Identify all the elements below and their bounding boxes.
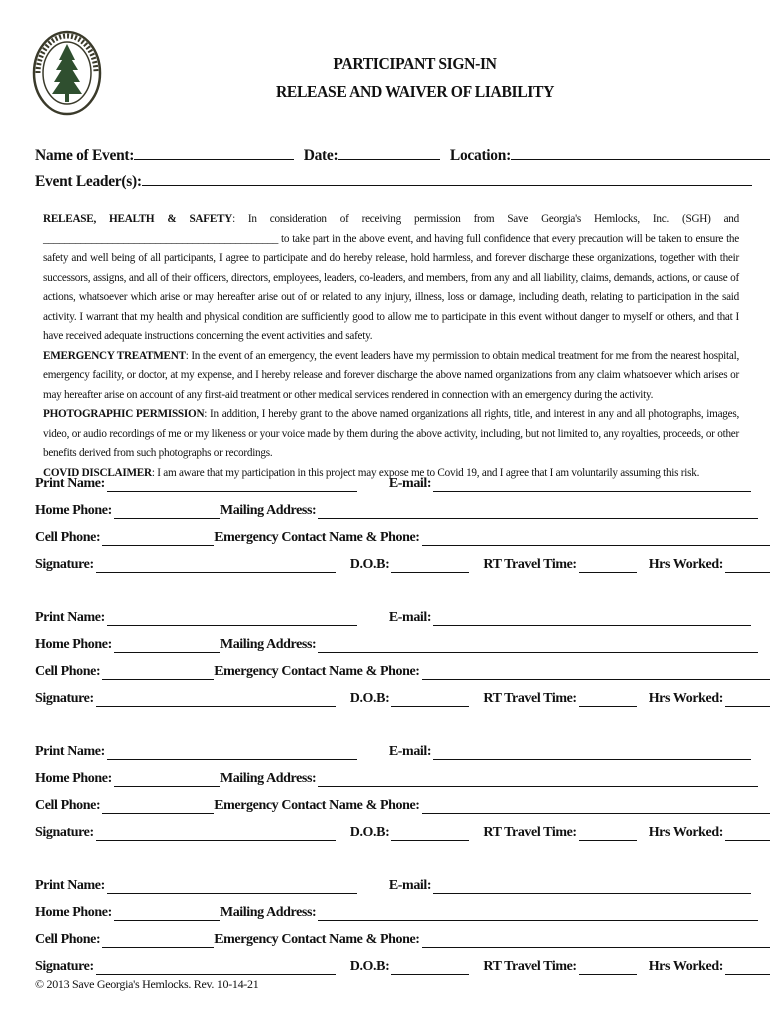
email-label: E-mail: <box>388 744 432 759</box>
signature-label: Signature: <box>35 691 94 706</box>
participant-row <box>35 953 770 975</box>
mailing-address-label: Mailing Address: <box>219 771 317 786</box>
mailing-address-field[interactable] <box>318 638 758 653</box>
footer-copyright: © 2013 Save Georgia's Hemlocks. Rev. 10-14-21 <box>35 977 259 991</box>
participant-row <box>35 551 770 573</box>
signature-field[interactable] <box>96 558 336 573</box>
mailing-address-label: Mailing Address: <box>219 503 317 518</box>
participant-row <box>35 631 758 653</box>
emergency-contact-field[interactable] <box>422 665 770 680</box>
covid-text: : I am aware that my participation in this project may expose me to Covid 19, and I agree that I am voluntarily assuming this risk. <box>151 466 700 479</box>
form-title: PARTICIPANT SIGN-IN <box>333 54 497 73</box>
participant-block <box>35 470 735 580</box>
hrs-worked-field[interactable] <box>725 826 770 841</box>
participant-block <box>35 872 735 982</box>
emergency-contact-field[interactable] <box>422 933 770 948</box>
rt-travel-time-label: RT Travel Time: <box>483 825 577 840</box>
cell-phone-field[interactable] <box>102 799 214 814</box>
dob-label: D.O.B: <box>349 959 390 974</box>
signature-label: Signature: <box>35 825 94 840</box>
print-name-field[interactable] <box>107 745 357 760</box>
emergency-contact-label: Emergency Contact Name & Phone: <box>214 932 420 947</box>
date-label: Date: <box>303 147 339 164</box>
name-of-event-field[interactable] <box>134 146 294 160</box>
signature-field[interactable] <box>96 692 336 707</box>
participant-row <box>35 926 770 948</box>
event-info-row <box>35 146 770 165</box>
photo-text: : In addition, I hereby grant to the above named organizations all rights, title, and interest in any and all photographs, images, video, or audio recordings of me or my likeness or your voice made by them during the above activity, including, but not limited to, any royalties, proceeds, or other benefits derived from such photographs or recordings. <box>43 408 739 459</box>
email-field[interactable] <box>433 745 751 760</box>
mailing-address-label: Mailing Address: <box>219 905 317 920</box>
hrs-worked-label: Hrs Worked: <box>648 825 723 840</box>
emergency-contact-label: Emergency Contact Name & Phone: <box>214 664 420 679</box>
participant-row <box>35 604 751 626</box>
photo-label: PHOTOGRAPHIC PERMISSION <box>43 408 205 420</box>
location-field[interactable] <box>511 146 770 160</box>
dob-field[interactable] <box>391 960 469 975</box>
cell-phone-label: Cell Phone: <box>35 798 101 813</box>
event-leaders-field[interactable] <box>142 172 752 186</box>
emergency-contact-label: Emergency Contact Name & Phone: <box>214 530 420 545</box>
print-name-field[interactable] <box>107 477 357 492</box>
mailing-address-label: Mailing Address: <box>219 637 317 652</box>
home-phone-label: Home Phone: <box>35 771 112 786</box>
mailing-address-field[interactable] <box>318 906 758 921</box>
email-label: E-mail: <box>388 476 432 491</box>
home-phone-label: Home Phone: <box>35 637 112 652</box>
event-leaders-row <box>35 172 752 191</box>
hrs-worked-field[interactable] <box>725 692 770 707</box>
signature-label: Signature: <box>35 959 94 974</box>
event-leaders-label: Event Leader(s): <box>35 173 142 190</box>
emergency-contact-field[interactable] <box>422 799 770 814</box>
release-text: : In consideration of receiving permission from Save Georgia's Hemlocks, Inc. (SGH) and ____________________________________________ to take part in the above event, and having full confidence that every precaution will be taken to ensure the safety and well being of all participants, I agree to participate and do hereby release, hold harmless, and forever discharge these organizations, together with their successors, assigns, and all of their officers, directors, employees, leaders, co-leaders, and members, from any and all liability, claims, demands, actions, or cause of actions, whatsoever which arise or may hereafter arise out of or related to any injury, illness, loss or damage, including death, relating to participation in the said activity. I warrant that my health and physical condition are sufficiently good to allow me to participate in this event without danger to myself or others, and that I have received adequate instructions concerning the event activities and safety. <box>43 213 739 342</box>
organization-seal-logo <box>32 30 102 116</box>
home-phone-field[interactable] <box>114 504 220 519</box>
cell-phone-field[interactable] <box>102 933 214 948</box>
rt-travel-time-field[interactable] <box>579 960 637 975</box>
rt-travel-time-field[interactable] <box>579 558 637 573</box>
print-name-label: Print Name: <box>35 610 105 625</box>
rt-travel-time-label: RT Travel Time: <box>483 959 577 974</box>
signature-field[interactable] <box>96 960 336 975</box>
home-phone-label: Home Phone: <box>35 503 112 518</box>
rt-travel-time-field[interactable] <box>579 692 637 707</box>
dob-field[interactable] <box>391 826 469 841</box>
signature-field[interactable] <box>96 826 336 841</box>
email-label: E-mail: <box>388 610 432 625</box>
emergency-contact-field[interactable] <box>422 531 770 546</box>
participant-block <box>35 738 735 848</box>
date-field[interactable] <box>338 146 440 160</box>
print-name-label: Print Name: <box>35 878 105 893</box>
participant-row <box>35 792 770 814</box>
form-subtitle: RELEASE AND WAIVER OF LIABILITY <box>275 82 555 101</box>
waiver-text <box>35 210 739 483</box>
email-field[interactable] <box>433 879 751 894</box>
mailing-address-field[interactable] <box>318 504 758 519</box>
emergency-text: : In the event of an emergency, the event leaders have my permission to obtain medical treatment for me from the nearest hospital, emergency facility, or doctor, at my expense, and I hereby release and forever discharge the above named organizations from any claim whatsoever which arises or may hereafter arise on account of any first-aid treatment or other medical services rendered in connection with an emergency during the activity. <box>43 349 739 401</box>
participant-row <box>35 738 751 760</box>
covid-label: COVID DISCLAIMER <box>43 466 152 479</box>
mailing-address-field[interactable] <box>318 772 758 787</box>
hrs-worked-label: Hrs Worked: <box>648 691 723 706</box>
emergency-label: EMERGENCY TREATMENT <box>43 349 186 362</box>
print-name-field[interactable] <box>107 611 357 626</box>
participant-row <box>35 819 770 841</box>
dob-field[interactable] <box>391 558 469 573</box>
hrs-worked-field[interactable] <box>725 558 770 573</box>
email-label: E-mail: <box>388 878 432 893</box>
participant-row <box>35 899 758 921</box>
release-label: RELEASE, HEALTH & SAFETY <box>43 213 233 225</box>
participant-row <box>35 765 758 787</box>
name-of-event-label: Name of Event: <box>35 147 135 164</box>
hrs-worked-label: Hrs Worked: <box>648 959 723 974</box>
dob-label: D.O.B: <box>349 557 390 572</box>
rt-travel-time-field[interactable] <box>579 826 637 841</box>
email-field[interactable] <box>433 477 751 492</box>
home-phone-field[interactable] <box>114 906 220 921</box>
emergency-contact-label: Emergency Contact Name & Phone: <box>214 798 420 813</box>
print-name-label: Print Name: <box>35 744 105 759</box>
participant-row <box>35 497 758 519</box>
hrs-worked-label: Hrs Worked: <box>648 557 723 572</box>
participant-block <box>35 604 735 714</box>
print-name-label: Print Name: <box>35 476 105 491</box>
cell-phone-label: Cell Phone: <box>35 932 101 947</box>
participant-row <box>35 872 751 894</box>
home-phone-field[interactable] <box>114 638 220 653</box>
cell-phone-label: Cell Phone: <box>35 664 101 679</box>
location-label: Location: <box>449 147 511 164</box>
dob-label: D.O.B: <box>349 825 390 840</box>
rt-travel-time-label: RT Travel Time: <box>483 557 577 572</box>
participant-row <box>35 524 770 546</box>
participant-row <box>35 685 770 707</box>
dob-field[interactable] <box>391 692 469 707</box>
hrs-worked-field[interactable] <box>725 960 770 975</box>
rt-travel-time-label: RT Travel Time: <box>483 691 577 706</box>
dob-label: D.O.B: <box>349 691 390 706</box>
home-phone-label: Home Phone: <box>35 905 112 920</box>
participant-row <box>35 470 751 492</box>
email-field[interactable] <box>433 611 751 626</box>
print-name-field[interactable] <box>107 879 357 894</box>
cell-phone-label: Cell Phone: <box>35 530 101 545</box>
signature-label: Signature: <box>35 557 94 572</box>
home-phone-field[interactable] <box>114 772 220 787</box>
cell-phone-field[interactable] <box>102 665 214 680</box>
participant-row <box>35 658 770 680</box>
cell-phone-field[interactable] <box>102 531 214 546</box>
